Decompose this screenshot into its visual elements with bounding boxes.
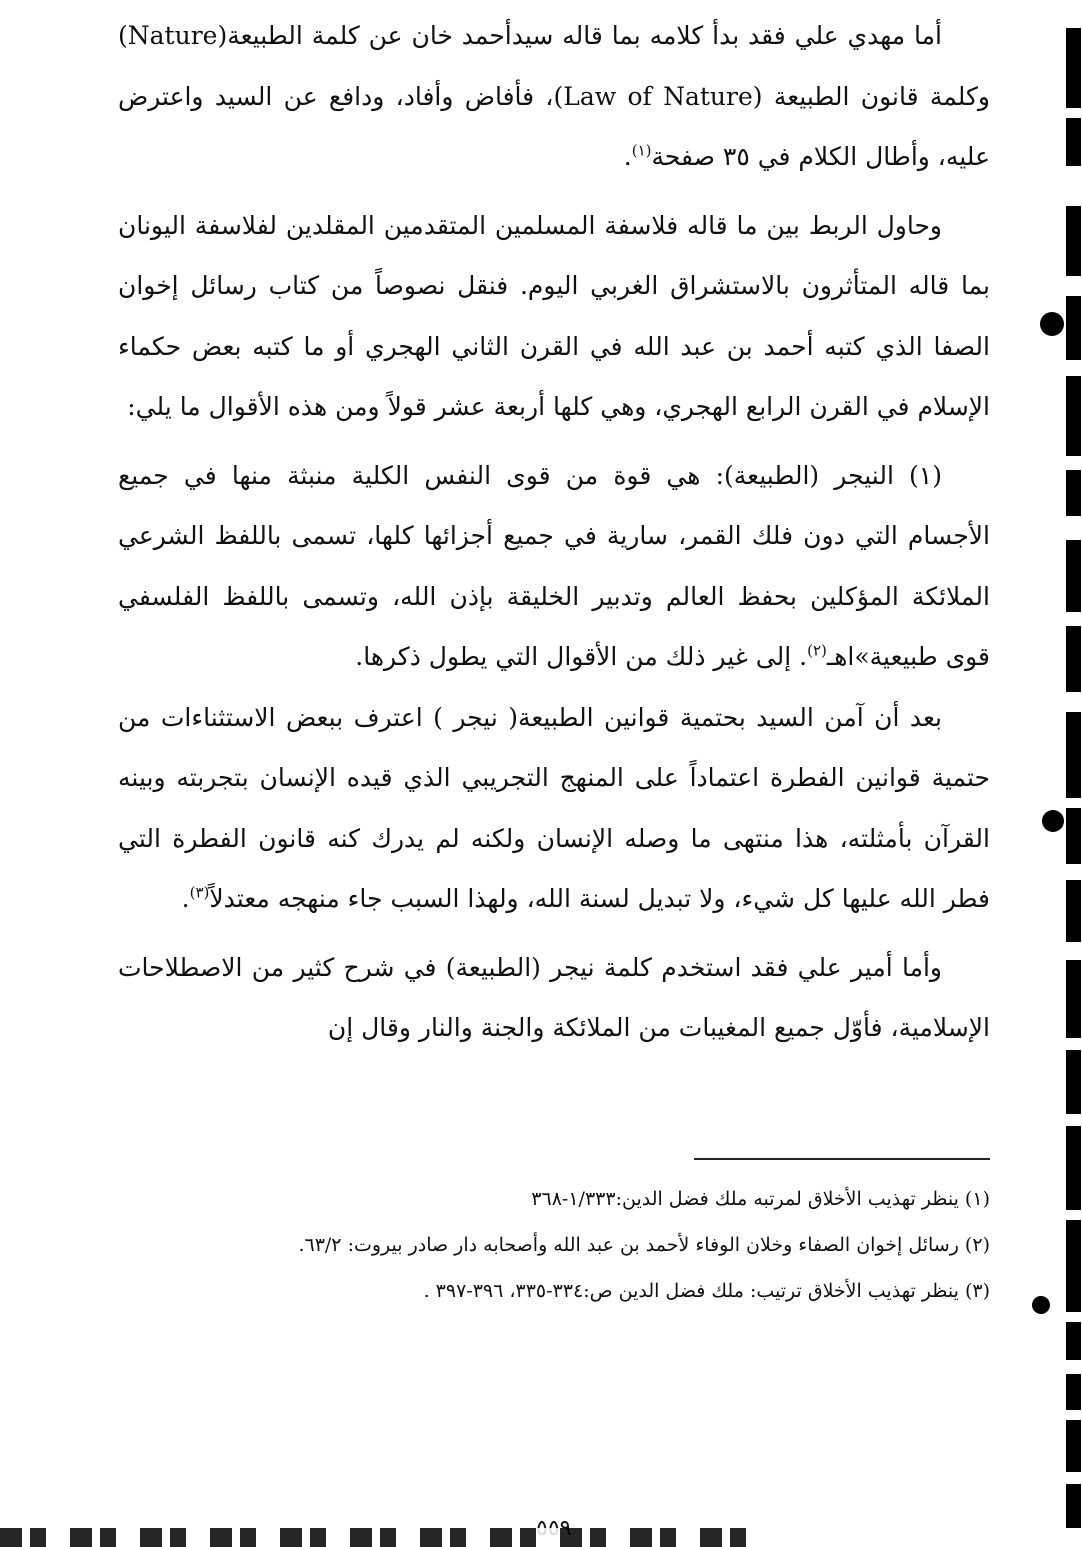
footnote-2: (٢) رسائل إخوان الصفاء وخلان الوفاء لأحمد بن عبد الله وأصحابه دار صادر بيروت: ٦٣/٢. — [298, 1234, 990, 1256]
scan-edge-mark — [1066, 712, 1081, 798]
scan-edge-mark — [1066, 1322, 1081, 1360]
paragraph-1: أما مهدي علي فقد بدأ كلامه بما قاله سيدأحمد خان عن كلمة الطبيعة(Nature) وكلمة قانون الطبيعة (Law of Nature)، فأفاض وأفاد، ودافع عن السيد واعترض عليه، وأطال الكلام في ٣٥ صفحة$^{(١)}$. — [118, 21, 990, 171]
paragraph-5 — [118, 938, 990, 1059]
scan-edge-mark — [1066, 470, 1081, 516]
scan-edge-mark — [1066, 1050, 1081, 1114]
scan-edge-mark — [1066, 206, 1081, 276]
scan-dot — [1032, 1296, 1050, 1314]
footnotes — [150, 1176, 990, 1314]
paragraph-3 — [118, 446, 990, 688]
scan-edge-mark — [1066, 1484, 1081, 1528]
paragraph-4-text: بعد أن آمن السيد بحتمية قوانين الطبيعة( نيجر ) اعترف ببعض الاستثناءات من حتمية قوانين الفطرة اعتماداً على المنهج التجريبي الذي قيده الإنسان بتجربته وبينه القرآن بأمثلته، هذا منتهى ما وصله الإنسان ولكنه لم يدرك كنه قانون الفطرة التي فطر الله عليها كل شيء، ولا تبديل لسنة الله، ولهذا السبب جاء منهجه معتدلاً — [118, 702, 990, 913]
scan-edge-mark — [1066, 960, 1081, 1038]
paragraph-1-text: أما مهدي علي فقد بدأ كلامه بما قاله سيدأحمد خان عن كلمة الطبيعة(Nature) وكلمة قانون الطبيعة (Law of Nature)، فأفاض وأفاد، ودافع عن السيد واعترض عليه، وأطال الكلام في ٣٥ صفحة — [118, 21, 990, 171]
footnote-ref-1: (١) — [631, 141, 652, 160]
paragraph-2-text: وحاول الربط بين ما قاله فلاسفة المسلمين المتقدمين المقلدين لفلاسفة اليونان بما قاله المتأثرون بالاستشراق الغربي اليوم. فنقل نصوصاً من كتاب رسائل إخوان الصفا الذي كتبه أحمد بن عبد الله في القرن الثاني الهجري أو ما كتبه بعض حكماء الإسلام في القرن الرابع الهجري، وهي كلها أربعة عشر قولاً ومن هذه الأقوال ما يلي: — [118, 210, 990, 421]
scan-dot — [1042, 810, 1064, 832]
scan-edge-mark — [1066, 880, 1081, 942]
footnote-separator — [694, 1158, 990, 1160]
scan-edge-mark — [1066, 118, 1081, 166]
scan-edge-mark — [1066, 808, 1081, 864]
scan-edge-mark — [1066, 1220, 1081, 1312]
main-text — [118, 6, 990, 1059]
footnote-3: (٣) ينظر تهذيب الأخلاق ترتيب: ملك فضل الدين ص:٣٣٤-٣٣٥، ٣٩٦-٣٩٧ . — [423, 1280, 990, 1302]
footnote-ref-3: (٣) — [189, 883, 210, 902]
scan-edge-mark — [1066, 626, 1081, 692]
paragraph-5-text: وأما أمير علي فقد استخدم كلمة نيجر (الطبيعة) في شرح كثير من الاصطلاحات الإسلامية، فأوّل جميع المغيبات من الملائكة والجنة والنار وقال إن — [118, 952, 990, 1042]
scan-noise-strip — [0, 1528, 760, 1547]
paragraph-3-text: (١) النيجر (الطبيعة): هي قوة من قوى النفس الكلية منبثة منها في جميع الأجسام التي دون فلك القمر، سارية في جميع أجزائها كلها، تسمى باللفظ الشرعي الملائكة المؤكلين بحفظ العالم وتدبير الخليقة بإذن الله، وتسمى باللفظ الفلسفي قوى طبيعية»اهـ — [118, 460, 990, 671]
scan-edge-mark — [1066, 1420, 1081, 1472]
paragraph-2 — [118, 196, 990, 438]
scan-edge-mark — [1066, 1126, 1081, 1210]
scan-edge-mark — [1066, 28, 1081, 108]
paragraph-3-tail: . إلى غير ذلك من الأقوال التي يطول ذكرها. — [355, 642, 808, 671]
scan-edge-mark — [1066, 376, 1081, 456]
scan-dot — [1040, 312, 1064, 336]
paragraph-4: بعد أن آمن السيد بحتمية قوانين الطبيعة( نيجر ) اعترف ببعض الاستثناءات من حتمية قوانين الفطرة اعتماداً على المنهج التجريبي الذي قيده الإنسان بتجربته وبينه القرآن بأمثلته، هذا منتهى ما وصله الإنسان ولكنه لم يدرك كنه قانون الفطرة التي فطر الله عليها كل شيء، ولا تبديل لسنة الله، ولهذا السبب جاء منهجه معتدلاً$^{(٣)}$. — [118, 702, 990, 913]
footnote-1: (١) ينظر تهذيب الأخلاق لمرتبه ملك فضل الدين:١/٣٣٣-٣٦٨ — [531, 1188, 990, 1210]
scan-edge-mark — [1066, 1374, 1081, 1410]
footnote-ref-2: (٢) — [807, 641, 827, 660]
scan-edge-mark — [1066, 296, 1081, 360]
scan-edge-mark — [1066, 540, 1081, 612]
